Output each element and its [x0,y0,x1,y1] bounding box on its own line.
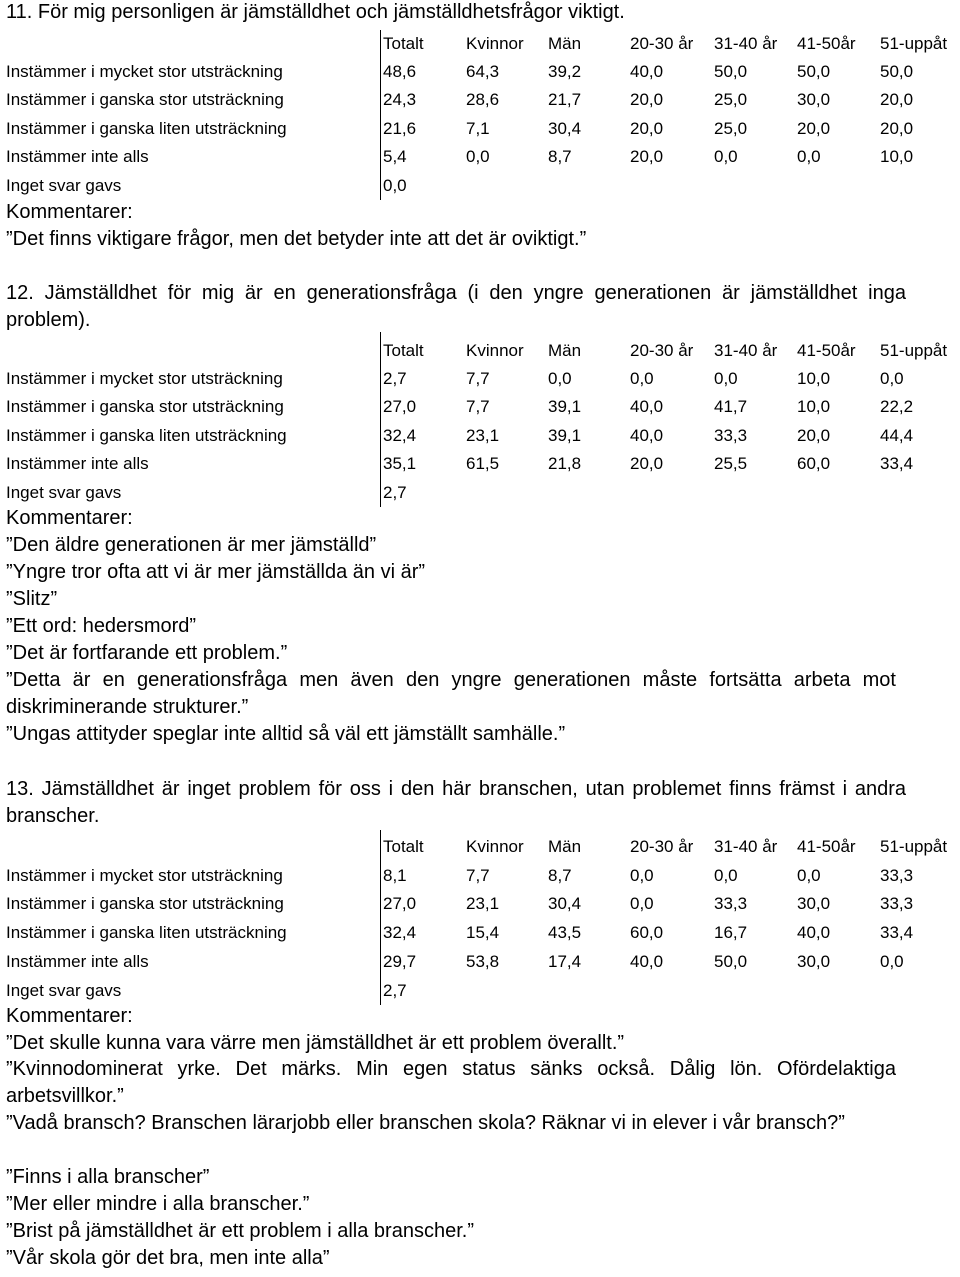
table-cell: 0,0 [630,894,654,913]
table-row [0,86,960,114]
table-row [0,977,960,1005]
comment-text: ”Kvinnodominerat yrke. Det märks. Min egen status sänks också. Dålig lön. Ofördelaktiga arbetsvillkor.” [6,1058,896,1107]
row-label: Instämmer i ganska stor utsträckning [6,894,284,913]
table-cell: 20,0 [630,454,664,473]
table-cell: 50,0 [880,62,914,81]
table-row [0,143,960,171]
table-cell: 33,4 [880,923,914,942]
table-cell: 28,6 [466,90,500,109]
table-cell: 64,3 [466,62,500,81]
row-label: Instämmer i ganska stor utsträckning [6,397,284,416]
table-cell: 39,1 [548,397,582,416]
column-header: Män [548,341,582,360]
column-header: 20-30 år [630,837,694,856]
column-header: 41-50år [797,837,856,856]
table-row [0,365,960,393]
table-cell: 30,0 [797,90,831,109]
row-label: Instämmer i ganska stor utsträckning [6,90,284,109]
row-label: Instämmer i ganska liten utsträckning [6,119,287,138]
table-row [0,58,960,86]
table-cell: 10,0 [797,369,831,388]
table-cell: 27,0 [383,397,417,416]
table-cell: 22,2 [880,397,914,416]
comment-text: ”Ett ord: hedersmord” [6,615,197,637]
row-label: Instämmer i mycket stor utsträckning [6,369,283,388]
row-label: Inget svar gavs [6,483,122,502]
question-13-header-row [0,833,960,861]
row-label: Instämmer inte alls [6,454,149,473]
column-header: Totalt [383,34,424,53]
comment-text: ”Det skulle kunna vara värre men jämställdhet är ett problem överallt.” [6,1032,625,1054]
table-row [0,890,960,918]
table-cell: 30,4 [548,119,582,138]
column-header: 31-40 år [714,837,778,856]
table-cell: 33,3 [880,866,914,885]
table-cell: 30,4 [548,894,582,913]
table-cell: 21,7 [548,90,582,109]
table-cell: 48,6 [383,62,417,81]
table-cell: 27,0 [383,894,417,913]
column-header: 51-uppåt [880,34,948,53]
table-cell: 17,4 [548,952,582,971]
table-cell: 30,0 [797,894,831,913]
comment-text: ”Mer eller mindre i alla branscher.” [6,1193,310,1215]
column-header: Kvinnor [466,341,524,360]
comments-label: Kommentarer: [6,1005,133,1027]
table-row [0,479,960,507]
table-cell: 20,0 [630,119,664,138]
table-cell: 20,0 [797,119,831,138]
table-cell: 32,4 [383,923,417,942]
table-cell: 0,0 [630,866,654,885]
table-cell: 10,0 [797,397,831,416]
comment-text: ”Det är fortfarande ett problem.” [6,642,288,664]
column-header: 20-30 år [630,34,694,53]
table-cell: 16,7 [714,923,748,942]
table-cell: 21,8 [548,454,582,473]
table-cell: 7,7 [466,397,490,416]
question-11-title: 11. För mig personligen är jämställdhet och jämställdhetsfrågor viktigt. [6,1,625,23]
comment-text: ”Yngre tror ofta att vi är mer jämställda än vi är” [6,561,426,583]
column-header: 31-40 år [714,341,778,360]
table-cell: 61,5 [466,454,500,473]
column-header: Totalt [383,837,424,856]
table-cell: 41,7 [714,397,748,416]
table-cell: 20,0 [630,90,664,109]
question-11-header-row [0,30,960,58]
table-cell: 30,0 [797,952,831,971]
table-cell: 0,0 [714,369,738,388]
table-cell: 15,4 [466,923,500,942]
table-cell: 5,4 [383,147,407,166]
table-cell: 25,5 [714,454,748,473]
comment-text: ”Den äldre generationen är mer jämställd” [6,534,377,556]
row-label: Instämmer i mycket stor utsträckning [6,62,283,81]
table-cell: 44,4 [880,426,914,445]
table-row [0,172,960,200]
table-cell: 40,0 [797,923,831,942]
column-header: Män [548,34,582,53]
table-cell: 10,0 [880,147,914,166]
table-cell: 60,0 [797,454,831,473]
table-cell: 20,0 [880,119,914,138]
question-13-title: 13. Jämställdhet är inget problem för oss i den här branschen, utan problemet finns främst i andra branscher. [6,778,906,827]
comments-label: Kommentarer: [6,507,133,529]
table-cell: 20,0 [630,147,664,166]
table-row [0,115,960,143]
table-cell: 50,0 [797,62,831,81]
table-cell: 50,0 [714,952,748,971]
comment-text: ”Detta är en generationsfråga men även den yngre generationen måste fortsätta arbeta mot diskriminerande strukturer.” [6,669,896,718]
table-cell: 20,0 [797,426,831,445]
table-cell: 2,7 [383,981,407,1000]
table-cell: 23,1 [466,894,500,913]
table-cell: 25,0 [714,90,748,109]
table-cell: 60,0 [630,923,664,942]
table-cell: 23,1 [466,426,500,445]
table-cell: 40,0 [630,952,664,971]
table-cell: 39,2 [548,62,582,81]
row-label: Instämmer inte alls [6,952,149,971]
row-label: Instämmer inte alls [6,147,149,166]
table-cell: 50,0 [714,62,748,81]
table-row [0,450,960,478]
table-cell: 40,0 [630,62,664,81]
question-12-header-row [0,337,960,365]
table-row [0,393,960,421]
table-cell: 33,3 [714,894,748,913]
table-cell: 33,3 [714,426,748,445]
table-cell: 0,0 [714,866,738,885]
table-cell: 53,8 [466,952,500,971]
comment-text: ”Ungas attityder speglar inte alltid så väl ett jämställt samhälle.” [6,723,566,745]
table-cell: 2,7 [383,369,407,388]
comment-text: ”Brist på jämställdhet är ett problem i alla branscher.” [6,1220,474,1242]
row-label: Instämmer i mycket stor utsträckning [6,866,283,885]
table-cell: 39,1 [548,426,582,445]
row-label: Instämmer i ganska liten utsträckning [6,426,287,445]
table-cell: 29,7 [383,952,417,971]
table-cell: 21,6 [383,119,417,138]
table-cell: 20,0 [880,90,914,109]
column-header: 51-uppåt [880,341,948,360]
column-header: 31-40 år [714,34,778,53]
comment-text: ”Slitz” [6,588,58,610]
question-12-title: 12. Jämställdhet för mig är en generationsfråga (i den yngre generationen är jämställdhet inga problem). [6,282,906,331]
comment-text: ”Finns i alla branscher” [6,1166,210,1188]
comments-label: Kommentarer: [6,201,133,223]
table-cell: 0,0 [548,369,572,388]
table-row [0,919,960,947]
table-row [0,862,960,890]
table-row [0,948,960,976]
table-cell: 43,5 [548,923,582,942]
table-cell: 33,4 [880,454,914,473]
column-header: 20-30 år [630,341,694,360]
column-header: Män [548,837,582,856]
row-label: Instämmer i ganska liten utsträckning [6,923,287,942]
table-cell: 0,0 [880,952,904,971]
table-cell: 25,0 [714,119,748,138]
row-label: Inget svar gavs [6,176,122,195]
column-header: 41-50år [797,341,856,360]
table-cell: 24,3 [383,90,417,109]
table-cell: 8,1 [383,866,407,885]
table-cell: 2,7 [383,483,407,502]
column-header: 51-uppåt [880,837,948,856]
table-cell: 33,3 [880,894,914,913]
table-row [0,422,960,450]
table-cell: 0,0 [880,369,904,388]
column-header: Kvinnor [466,837,524,856]
table-cell: 40,0 [630,397,664,416]
column-header: Totalt [383,341,424,360]
table-cell: 0,0 [630,369,654,388]
table-cell: 0,0 [714,147,738,166]
table-cell: 0,0 [466,147,490,166]
comment-text: ”Det finns viktigare frågor, men det betyder inte att det är oviktigt.” [6,228,587,250]
comment-text: ”Vadå bransch? Branschen lärarjobb eller branschen skola? Räknar vi in elever i vår bransch?” [6,1112,845,1134]
column-header: 41-50år [797,34,856,53]
column-header: Kvinnor [466,34,524,53]
table-cell: 0,0 [797,866,821,885]
table-cell: 32,4 [383,426,417,445]
table-cell: 0,0 [797,147,821,166]
table-cell: 7,7 [466,866,490,885]
table-cell: 7,1 [466,119,490,138]
table-cell: 40,0 [630,426,664,445]
table-cell: 0,0 [383,176,407,195]
table-cell: 35,1 [383,454,417,473]
table-cell: 8,7 [548,866,572,885]
comment-text: ”Vår skola gör det bra, men inte alla” [6,1247,330,1269]
table-cell: 7,7 [466,369,490,388]
row-label: Inget svar gavs [6,981,122,1000]
table-cell: 8,7 [548,147,572,166]
